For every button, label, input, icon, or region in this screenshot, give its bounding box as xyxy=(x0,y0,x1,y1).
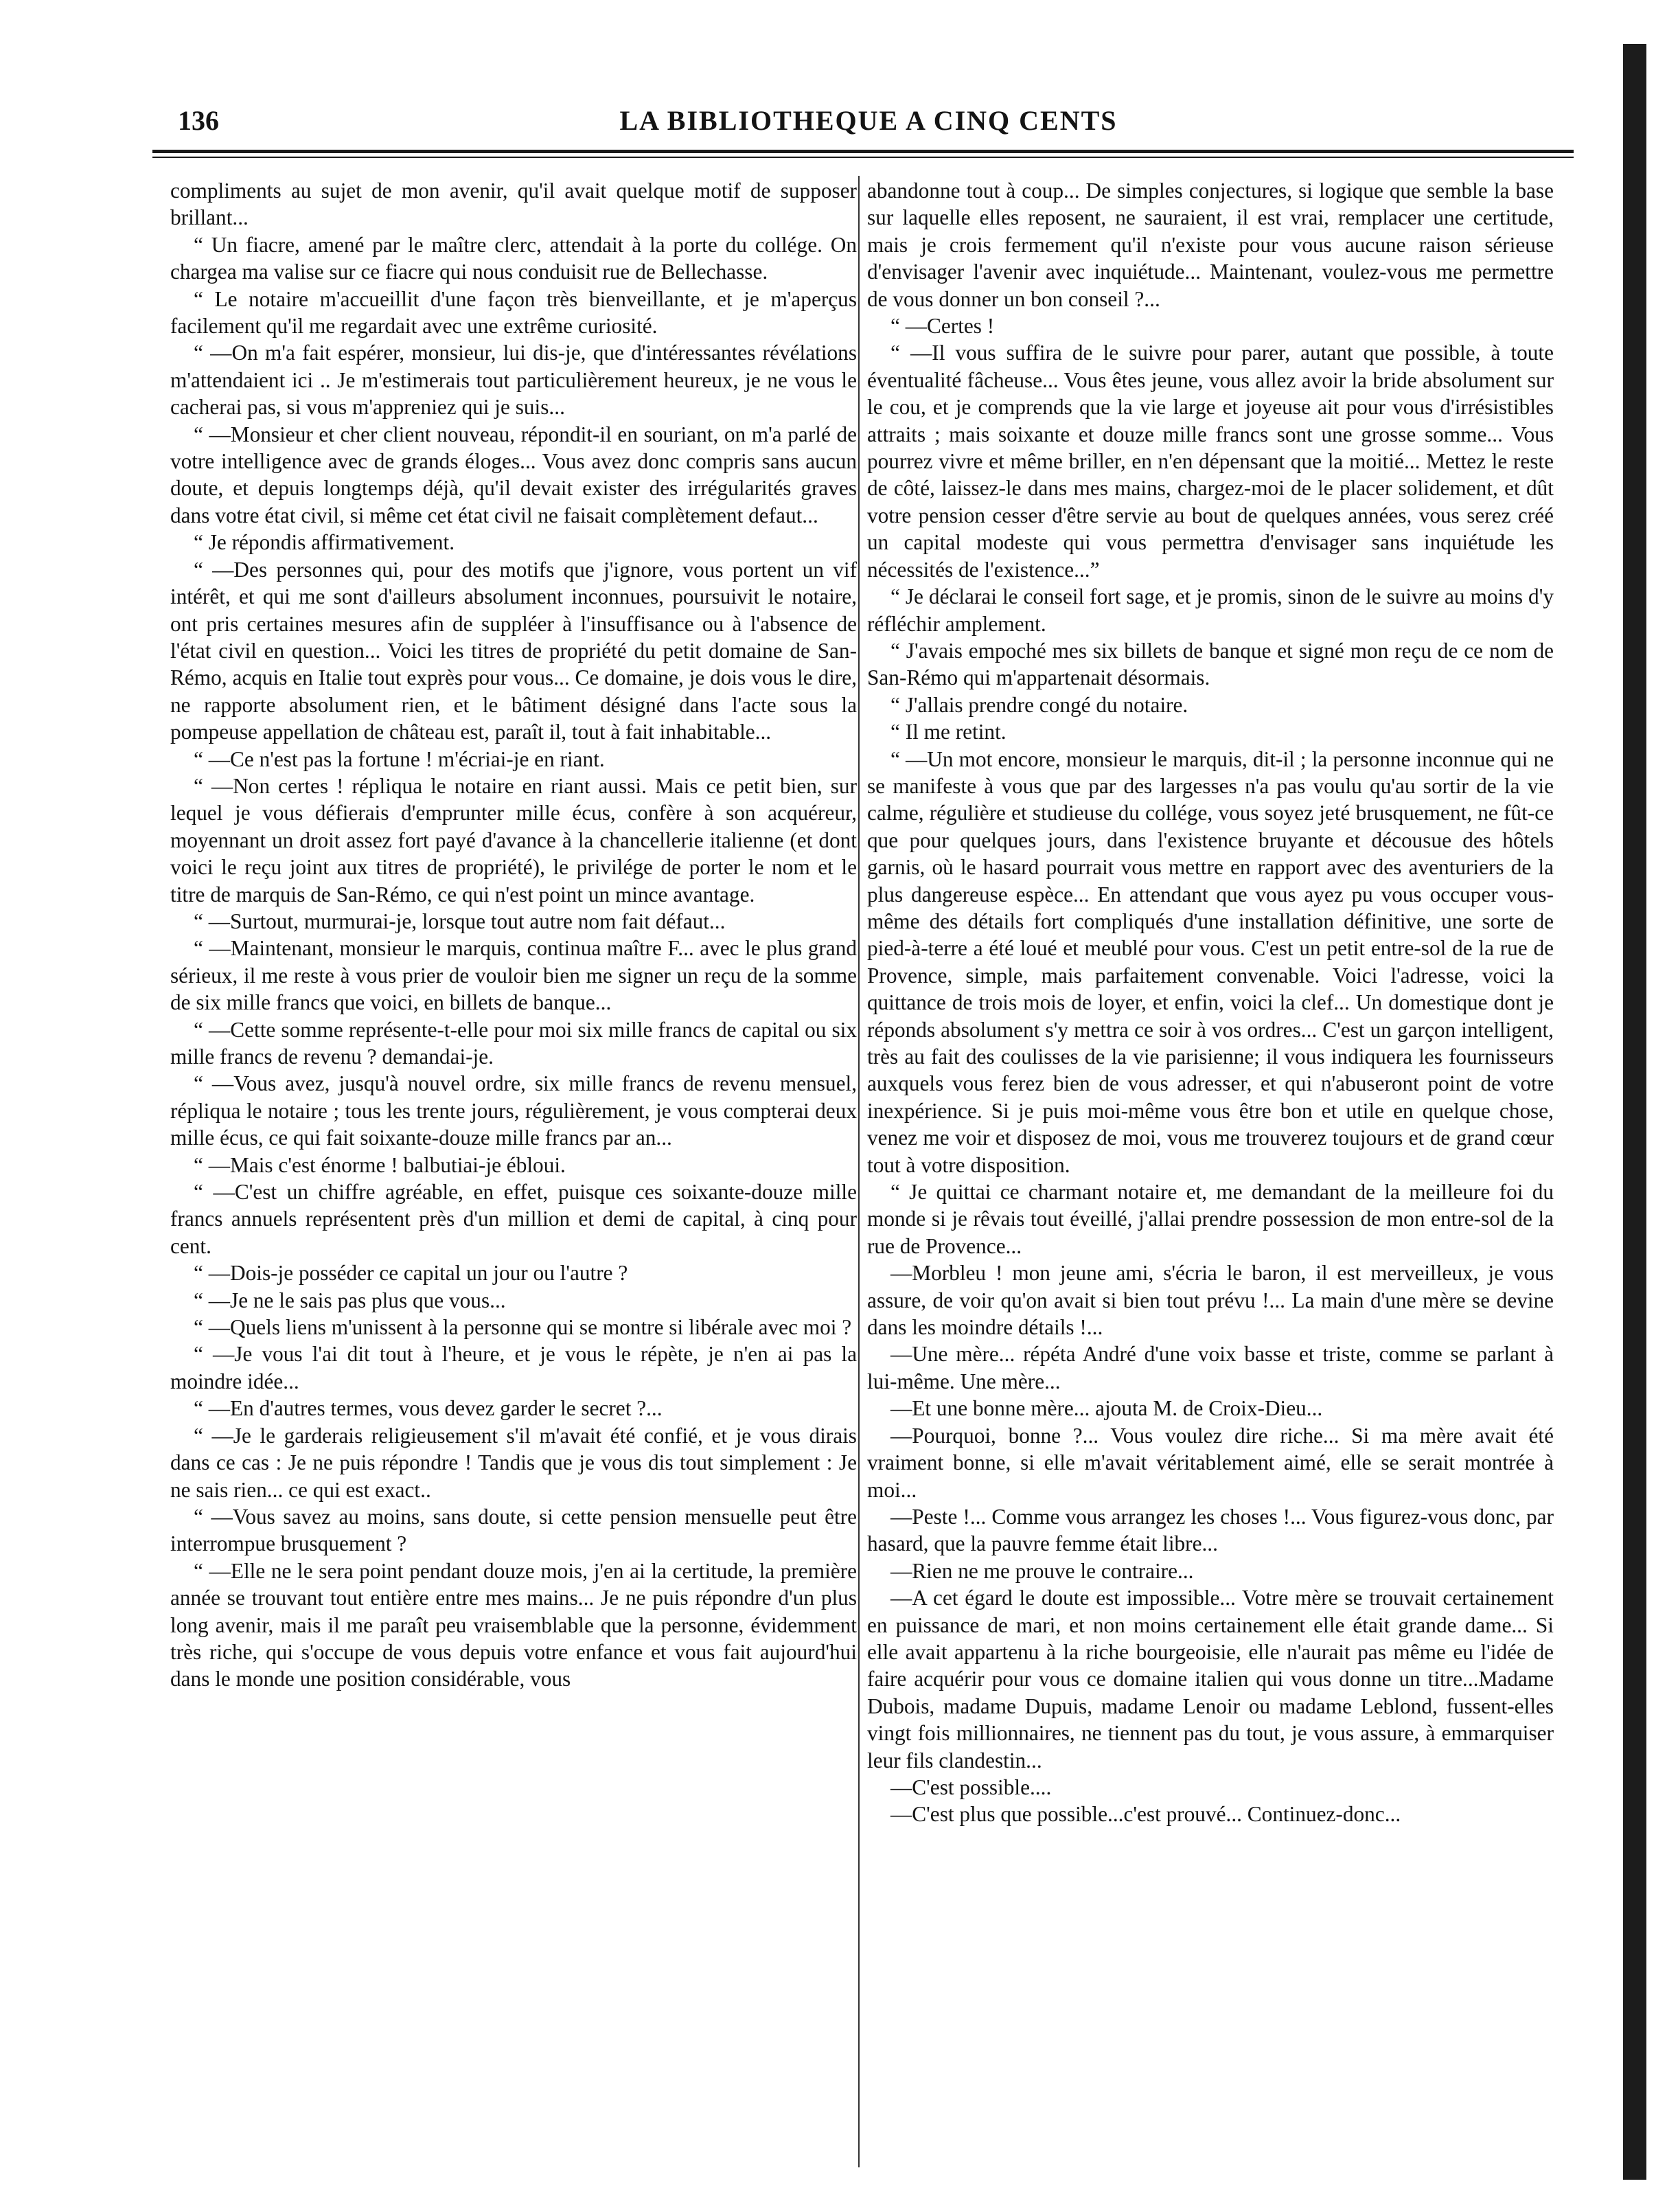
scan-edge-shadow xyxy=(1623,44,1646,2180)
paragraph: “ —Je le garderais religieusement s'il m'avait été confié, et je vous dirais dans ce cas : Je ne puis répondre ! Tandis que je vous dis tout simplement : Je ne sais rien... ce qui est exact.. xyxy=(170,1423,857,1502)
paragraph: “ —On m'a fait espérer, monsieur, lui dis-je, que d'intéressantes révélations m'attendaient ici .. Je m'estimerais tout particulièrement heureux, je ne vous le cacherai pas, si vous m'appreniez qui je suis... xyxy=(170,341,857,420)
paragraph: —Morbleu ! mon jeune ami, s'écria le baron, il est merveilleux, je vous assure, de voir qu'on avait si bien tout prévu !... La main d'une mère se devine dans les moindre détails !... xyxy=(867,1261,1554,1340)
paragraph: “ —Vous avez, jusqu'à nouvel ordre, six mille francs de revenu mensuel, répliqua le notaire ; tous les trente jours, régulièrement, je vous compterai deux mille écus, ce qui fait soixante-douze mille francs par an... xyxy=(170,1071,857,1150)
paragraph: “ —Quels liens m'unissent à la personne qui se montre si libérale avec moi ? xyxy=(194,1315,852,1340)
header-rule-thin xyxy=(152,157,1574,158)
paragraph: “ —En d'autres termes, vous devez garder le secret ?... xyxy=(194,1396,663,1421)
paragraph: “ Un fiacre, amené par le maître clerc, attendait à la porte du collége. On chargea ma valise sur ce fiacre qui nous conduisit rue de Bellechasse. xyxy=(170,232,857,284)
left-column xyxy=(170,177,857,2182)
paragraph: “ J'avais empoché mes six billets de banque et signé mon reçu de ce nom de San-Rémo qui m'appartenait désormais. xyxy=(867,638,1554,690)
paragraph: “ —Vous savez au moins, sans doute, si cette pension mensuelle peut être interrompue brusquement ? xyxy=(170,1504,857,1556)
paragraph: “ J'allais prendre congé du notaire. xyxy=(890,692,1188,717)
paragraph: “ —Il vous suffira de le suivre pour parer, autant que possible, à toute éventualité fâcheuse... Vous êtes jeune, vous allez avoir la bride absolument sur le cou, et je comprends que la vie large et joyeuse ait pour vous d'irrésistibles attraits ; mais soixante et douze mille francs sont une grosse somme... Vous pourrez vivre et même briller, en n'en dépensant que la moitié... Mettez le reste de côté, laissez-le dans mes mains, chargez-moi de le placer solidement, et dût votre pension cesser d'être servie au bout de quelques années, vous serez créé un capital modeste qui vous permettra d'envisager sans inquiétude les nécessités de l'existence...” xyxy=(867,341,1554,582)
paragraph: “ —Un mot encore, monsieur le marquis, dit-il ; la personne inconnue qui ne se manifeste à vous que par des largesses n'a pas voulu qu'au sortir de la vie calme, régulière et studieuse du collége, vous soyez jeté brusquement, ne fût-ce que pour quelques jours, dans l'existence bruyante et décousue des hôtels garnis, où le hasard pourrait vous mettre en rapport avec des aventuriers de la plus dangereuse espèce... En attendant que vous ayez pu vous occuper vous-même des détails fort compliqués d'une installation définitive, une sorte de pied-à-terre a été loué et meublé pour vous. C'est un petit entre-sol de la rue de Provence, simple, mais parfaitement convenable. Voici l'adresse, voici la quittance de trois mois de loyer, et enfin, voici la clef... Un domestique dont je réponds absolument s'y mettra ce soir à vos ordres... C'est un garçon intelligent, très au fait des coulisses de la vie parisienne; il vous indiquera les fournisseurs auxquels vous ferez bien de vous adresser, et qui n'abuseront point de votre inexpérience. Si je puis moi-même vous être bon et utile en quelque chose, venez me voir et disposez de moi, vous me trouverez toujours et de grand cœur tout à votre disposition. xyxy=(867,746,1554,1177)
paragraph: —Une mère... répéta André d'une voix basse et triste, comme se parlant à lui-même. Une mère... xyxy=(867,1342,1554,1393)
paragraph: “ —Surtout, murmurai-je, lorsque tout autre nom fait défaut... xyxy=(194,909,726,933)
paragraph: —C'est possible.... xyxy=(890,1775,1052,1799)
header-rule-thick xyxy=(152,150,1574,153)
paragraph: “ Le notaire m'accueillit d'une façon très bienveillante, et je m'aperçus facilement qu'il me regardait avec une extrême curiosité. xyxy=(170,286,857,339)
column-divider xyxy=(858,176,860,2167)
paragraph: —A cet égard le doute est impossible... Votre mère se trouvait certainement en puissance de mari, et non moins certainement elle était grande dame... Si elle avait appartenu à la riche bourgeoisie, elle n'aurait pas même eu l'idée de faire acquérir pour vous ce domaine italien qui vous donne un titre...Madame Dubois, madame Dupuis, madame Lenoir ou madame Leblond, fussent-elles vingt fois millionnaires, ne tiennent pas du tout, je vous assure, à emmarquiser leur fils clandestin... xyxy=(867,1586,1554,1772)
paragraph: “ Je déclarai le conseil fort sage, et je promis, sinon de le suivre au moins d'y réfléchir amplement. xyxy=(867,584,1554,636)
paragraph: “ —Non certes ! répliqua le notaire en riant aussi. Mais ce petit bien, sur lequel je vous défierais d'emprunter mille écus, confère à son acquéreur, moyennant un droit assez fort payé d'avance à la chancellerie italienne (et dont voici le reçu joint aux titres de propriété), le privilége de porter le nom et le titre de marquis de San-Rémo, ce qui n'est point un mince avantage. xyxy=(170,773,857,907)
paragraph: “ —Cette somme représente-t-elle pour moi six mille francs de capital ou six mille francs de revenu ? demandai-je. xyxy=(170,1017,857,1069)
paragraph: compliments au sujet de mon avenir, qu'il avait quelque motif de supposer brillant... xyxy=(170,179,857,230)
paragraph: “ —C'est un chiffre agréable, en effet, puisque ces soixante-douze mille francs annuels représentent près d'un million et demi de capital, à cinq pour cent. xyxy=(170,1180,857,1258)
paragraph: —Pourquoi, bonne ?... Vous voulez dire riche... Si ma mère avait été vraiment bonne, si elle m'avait véritablement aimé, elle se serait montrée à moi... xyxy=(867,1423,1554,1502)
paragraph: “ —Monsieur et cher client nouveau, répondit-il en souriant, on m'a parlé de votre intelligence avec de grands éloges... Vous avez donc compris sans aucun doute, et depuis longtemps déjà, qu'il devait exister des irrégularités graves dans votre état civil, si même cet état civil ne faisait complètement defaut... xyxy=(170,422,857,527)
paragraph: “ —Ce n'est pas la fortune ! m'écriai-je en riant. xyxy=(194,746,605,771)
paragraph: “ —Je vous l'ai dit tout à l'heure, et je vous le répète, je n'en ai pas la moindre idée... xyxy=(170,1342,857,1393)
paragraph: “ —Mais c'est énorme ! balbutiai-je ébloui. xyxy=(194,1152,566,1177)
paragraph: —Peste !... Comme vous arrangez les choses !... Vous figurez-vous donc, par hasard, que la pauvre femme était libre... xyxy=(867,1504,1554,1556)
paragraph: “ —Je ne le sais pas plus que vous... xyxy=(194,1288,506,1312)
paragraph: “ —Des personnes qui, pour des motifs que j'ignore, vous portent un vif intérêt, et qui me sont d'ailleurs absolument inconnues, poursuivit le notaire, ont pris certaines mesures afin de suppléer à l'insuffisance ou à l'absence de l'état civil en question... Voici les titres de propriété du petit domaine de San-Rémo, acquis en Italie tout exprès pour vous... Ce domaine, je dois vous le dire, ne rapporte absolument rien, et le bâtiment désigné dans l'acte sous la pompeuse appellation de château est, paraît il, tout à fait inhabitable... xyxy=(170,557,857,744)
paragraph: “ —Maintenant, monsieur le marquis, continua maître F... avec le plus grand sérieux, il me reste à vous prier de vouloir bien me signer un reçu de la somme de six mille francs que voici, en billets de banque... xyxy=(170,936,857,1015)
paragraph: abandonne tout à coup... De simples conjectures, si logique que semble la base sur laquelle elles reposent, ne sauraient, il est vrai, remplacer une certitude, mais je crois fermement qu'il n'existe pour vous aucune raison sérieuse d'envisager l'avenir avec inquiétude... Maintenant, voulez-vous me permettre de vous donner un bon conseil ?... xyxy=(867,179,1554,311)
paragraph: “ Je répondis affirmativement. xyxy=(194,530,455,555)
page-number: 136 xyxy=(178,105,219,136)
paragraph: “ Je quittai ce charmant notaire et, me demandant de la meilleure foi du monde si je rêvais tout éveillé, j'allai prendre possession de mon entre-sol de la rue de Provence... xyxy=(867,1180,1554,1258)
paragraph: —Rien ne me prouve le contraire... xyxy=(890,1558,1194,1583)
running-title: LA BIBLIOTHEQUE A CINQ CENTS xyxy=(619,105,1118,136)
paragraph: “ Il me retint. xyxy=(890,720,1007,744)
right-column xyxy=(867,177,1554,2182)
paragraph: “ —Dois-je posséder ce capital un jour ou l'autre ? xyxy=(194,1261,628,1286)
page-header xyxy=(168,103,1569,151)
paragraph: —C'est plus que possible...c'est prouvé... Continuez-donc... xyxy=(890,1802,1401,1827)
paragraph: “ —Certes ! xyxy=(890,314,995,339)
paragraph: —Et une bonne mère... ajouta M. de Croix-Dieu... xyxy=(890,1396,1323,1421)
paragraph: “ —Elle ne le sera point pendant douze mois, j'en ai la certitude, la première année se trouvant tout entière entre mes mains... Je ne puis répondre d'un plus long avenir, mais il me paraît peu vraisemblable que la personne, évidemment très riche, qui s'occupe de vous depuis votre enfance et vous fait aujourd'hui dans le monde une position considérable, vous xyxy=(170,1558,857,1691)
